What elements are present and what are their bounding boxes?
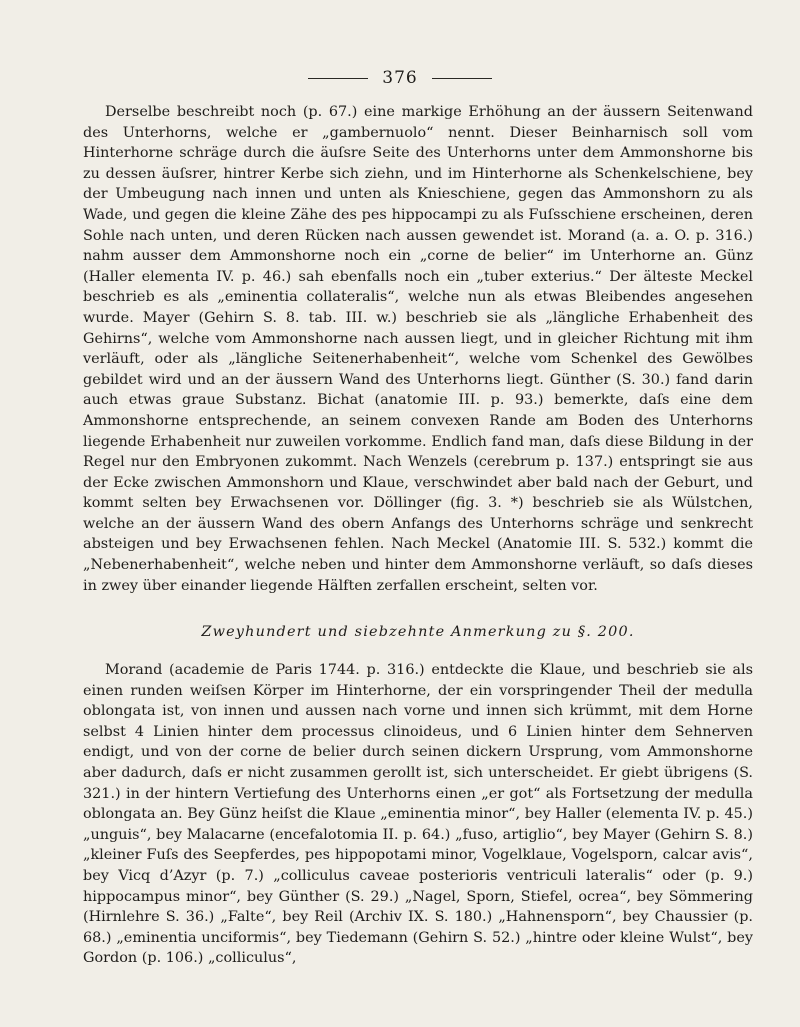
- header-rule-right: [432, 78, 492, 79]
- header-rule-left: [308, 78, 368, 79]
- section-heading: Zweyhundert und siebzehnte Anmerkung zu §. 200.: [201, 624, 635, 640]
- paragraph-1-text: Derselbe beschreibt noch (p. 67.) eine markige Erhöhung an der äussern Seitenwand des Unterhorns, welche er „gambernuolo“ nennt. Dieser Beinharnisch soll vom Hinterhorne schräge durch die äuſsre Seite des Unterhorns unter dem Ammonshorne bis zu dessen äuſsrer, hintrer Kerbe sich ziehn, und im Hinterhorne als Schenkelschiene, bey der Umbeugung nach innen und unten als Knieschiene, gegen das Ammonshorn zu als Wade, und gegen die kleine Zähe des pes hippocampi zu als Fuſsschiene erscheinen, deren Sohle nach unten, und deren Rücken nach aussen gewendet ist. Morand (a. a. O. p. 316.) nahm ausser dem Ammonshorne noch ein „corne de belier“ im Unterhorne an. Günz (Haller elementa IV. p. 46.) sah ebenfalls noch ein „tuber exterius.“ Der älteste Meckel beschrieb es als „eminentia collateralis“, welche nun als etwas Bleibendes angesehen wurde. Mayer (Gehirn S. 8. tab. III. w.) beschrieb sie als „längliche Erhabenheit des Gehirns“, welche vom Ammonshorne nach aussen liegt, und in gleicher Richtung mit ihm verläuft, oder als „längliche Seitenerhabenheit“, welche vom Schenkel des Gewölbes gebildet wird und an der äussern Wand des Unterhorns liegt. Günther (S. 30.) fand darin auch etwas graue Substanz. Bichat (anatomie III. p. 93.) bemerkte, daſs eine dem Ammonshorne entsprechende, an seinem convexen Rande am Boden des Unterhorns liegende Erhabenheit nur zuweilen vorkomme. Endlich fand man, daſs diese Bildung in der Regel nur den Embryonen zukommt. Nach Wenzels (cerebrum p. 137.) entspringt sie aus der Ecke zwischen Ammonshorn und Klaue, verschwindet aber bald nach der Geburt, und kommt selten bey Erwachsenen vor. Döllinger (fig. 3. *) beschrieb sie als Wülstchen, welche an der äussern Wand des obern Anfangs des Unterhorns schräge und senkrecht absteigen und bey Erwachsenen fehlen. Nach Meckel (Anatomie III. S. 532.) kommt die „Nebenerhabenheit“, welche neben und hinter dem Ammonshorne verläuft, so daſs dieses in zwey über einander liegende Hälften zerfallen erscheint, selten vor.: [83, 104, 753, 594]
- paragraph-2-text: Morand (academie de Paris 1744. p. 316.) entdeckte die Klaue, und beschrieb sie als einen runden weiſsen Körper im Hinterhorne, der ein vorspringender Theil der medulla oblongata ist, von innen und aussen nach vorne und innen sich krümmt, mit dem Horne selbst 4 Linien hinter dem processus clinoideus, und 6 Linien hinter dem Sehnerven endigt, und von der corne de belier durch seinen dickern Ursprung, vom Ammonshorne aber dadurch, daſs er nicht zusammen gerollt ist, sich unterscheidet. Er giebt übrigens (S. 321.) in der hintern Vertiefung des Unterhorns einen „er got“ als Fortsetzung der medulla oblongata an. Bey Günz heiſst die Klaue „eminentia minor“, bey Haller (elementa IV. p. 45.) „unguis“, bey Malacarne (encefalotomia II. p. 64.) „fuso, artiglio“, bey Mayer (Gehirn S. 8.) „kleiner Fuſs des Seepferdes, pes hippopotami minor, Vogelklaue, Vogelsporn, calcar avis“, bey Vicq d’Azyr (p. 7.) „colliculus caveae posterioris ventriculi lateralis“ oder (p. 9.) hippocampus minor“, bey Günther (S. 29.) „Nagel, Sporn, Stiefel, ocrea“, bey Sömmering (Hirnlehre S. 36.) „Falte“, bey Reil (Archiv IX. S. 180.) „Hahnensporn“, bey Chaussier (p. 68.) „eminentia unciformis“, bey Tiedemann (Gehirn S. 52.) „hintre oder kleine Wulst“, bey Gordon (p. 106.) „colliculus“,: [83, 662, 753, 967]
- page-number: 376: [382, 68, 418, 88]
- paragraph-1: [83, 102, 753, 596]
- paragraph-2: [83, 660, 753, 969]
- page-header: [0, 68, 800, 88]
